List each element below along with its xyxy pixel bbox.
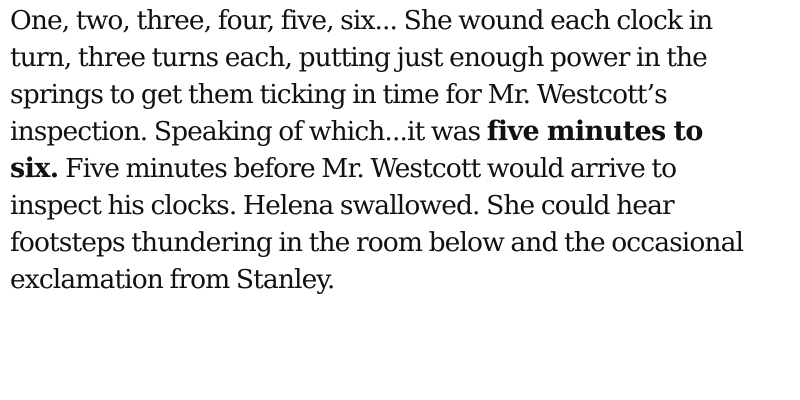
passage-line-5-text: Five minutes before Mr. Westcott would arrive to: [58, 153, 677, 184]
story-passage: [10, 2, 790, 298]
passage-line-6: inspect his clocks. Helena swallowed. She could hear: [10, 190, 674, 221]
passage-line-2: turn, three turns each, putting just enough power in the: [10, 42, 707, 73]
passage-line-1: One, two, three, four, five, six... She wound each clock in: [10, 5, 713, 36]
emphasized-time-phrase-part-1: five minutes to: [486, 116, 703, 147]
passage-line-4-text: inspection. Speaking of which...it was: [10, 116, 487, 147]
passage-line-4: [10, 113, 790, 150]
passage-line-3: springs to get them ticking in time for Mr. Westcott’s: [10, 79, 667, 110]
emphasized-time-phrase-part-2: six.: [10, 153, 59, 184]
passage-line-5: [10, 150, 790, 187]
passage-line-7: footsteps thundering in the room below and the occasional: [10, 227, 744, 258]
passage-line-8: exclamation from Stanley.: [10, 264, 335, 295]
